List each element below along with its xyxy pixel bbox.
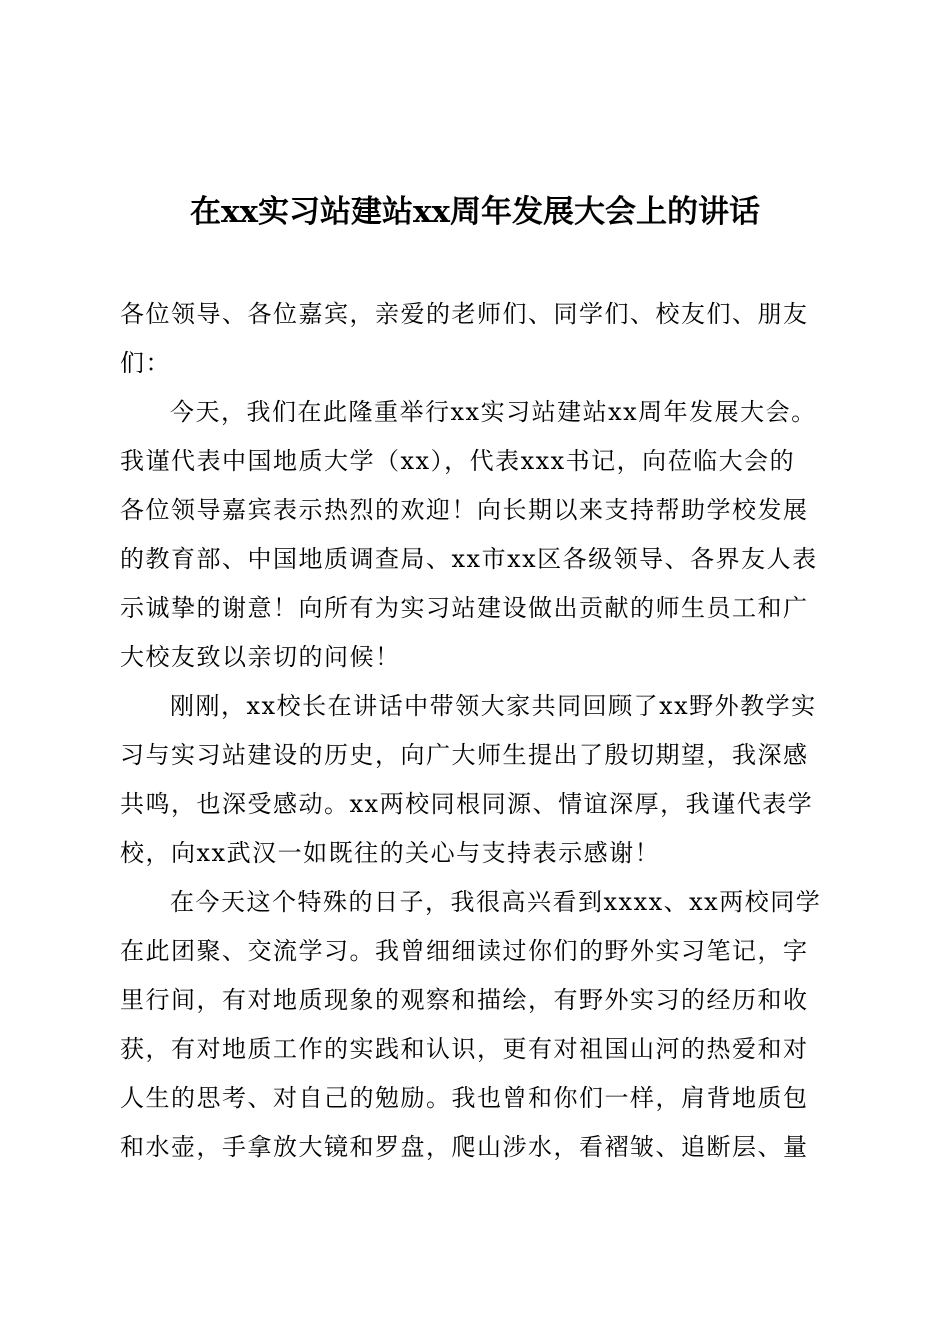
text-line: 里行间，有对地质现象的观察和描绘，有野外实习的经历和收 — [120, 986, 809, 1014]
paragraph-salutation — [120, 290, 840, 388]
text-line: 们： — [120, 349, 171, 377]
text-line: 在此团聚、交流学习。我曾细细读过你们的野外实习笔记，字 — [120, 937, 809, 965]
text-line: 各位领导、各位嘉宾，亲爱的老师们、同学们、校友们、朋友 — [120, 300, 809, 328]
text-line: 在今天这个特殊的日子，我很高兴看到xxxx、xx两校同学 — [170, 888, 822, 916]
text-line: 共鸣，也深受感动。xx两校同根同源、情谊深厚，我谨代表学 — [120, 790, 814, 818]
text-line: 校，向xx武汉一如既往的关心与支持表示感谢！ — [120, 839, 661, 867]
text-line: 示诚挚的谢意！向所有为实习站建设做出贡献的师生员工和广 — [120, 594, 809, 622]
text-line: 大校友致以亲切的问候！ — [120, 643, 401, 671]
paragraph-field-notes — [120, 878, 840, 1172]
text-line: 我谨代表中国地质大学（xx），代表xxx书记，向莅临大会的 — [120, 447, 796, 475]
text-line: 刚刚，xx校长在讲话中带领大家共同回顾了xx野外教学实 — [170, 692, 817, 720]
text-line: 的教育部、中国地质调查局、xx市xx区各级领导、各界友人表 — [120, 545, 818, 573]
text-line: 获，有对地质工作的实践和认识，更有对祖国山河的热爱和对 — [120, 1035, 809, 1063]
paragraph-welcome — [120, 388, 840, 682]
text-line: 人生的思考、对自己的勉励。我也曾和你们一样，肩背地质包 — [120, 1084, 809, 1112]
document-body — [120, 290, 840, 1172]
text-line: 今天，我们在此隆重举行xx实习站建站xx周年发展大会。 — [170, 398, 817, 426]
paragraph-history — [120, 682, 840, 878]
text-line: 习与实习站建设的历史，向广大师生提出了殷切期望，我深感 — [120, 741, 809, 769]
document-title: 在xx实习站建站xx周年发展大会上的讲话 — [190, 194, 760, 230]
text-line: 和水壶，手拿放大镜和罗盘，爬山涉水，看褶皱、追断层、量 — [120, 1133, 809, 1161]
text-line: 各位领导嘉宾表示热烈的欢迎！向长期以来支持帮助学校发展 — [120, 496, 809, 524]
